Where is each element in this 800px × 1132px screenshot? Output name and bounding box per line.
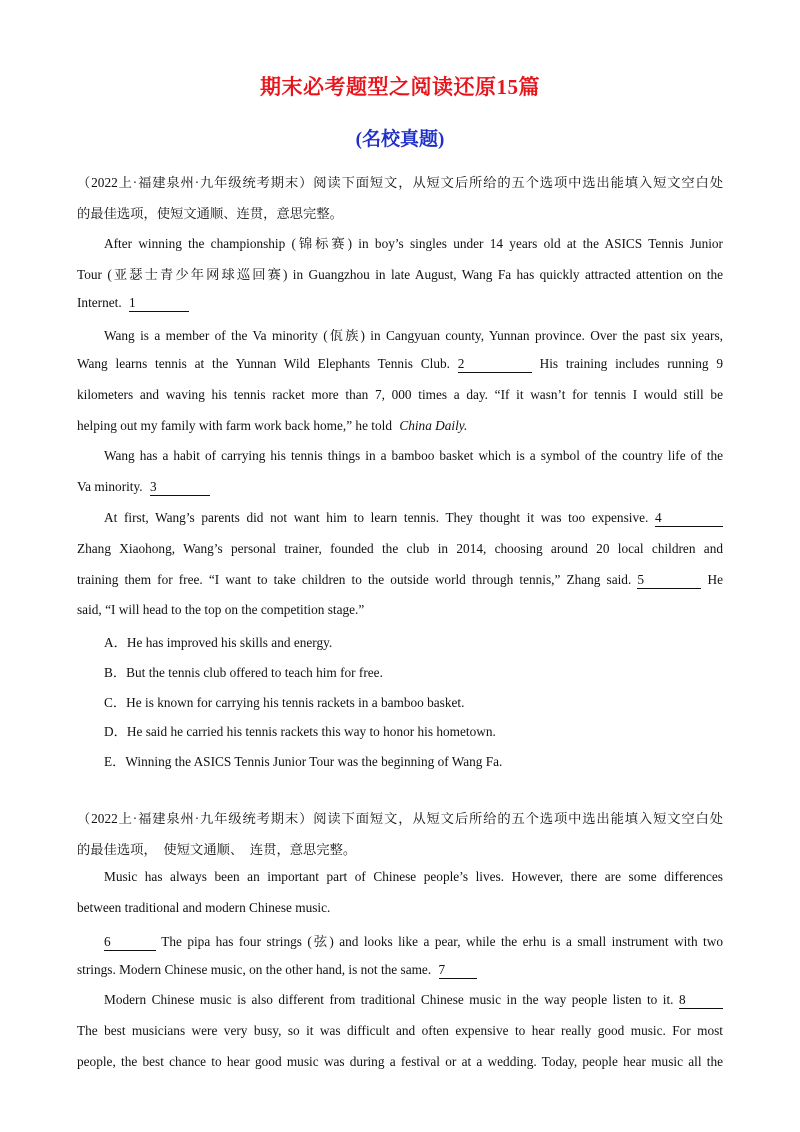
paragraph-line: Wang has a habit of carrying his tennis things in a bamboo basket which is a symbol of the country life of the bbox=[104, 448, 723, 463]
text-span: training them for free. “I want to take children to the outside world through tennis,” Zhang said. bbox=[77, 572, 632, 587]
source-line: （2022上·福建泉州·九年级统考期末）阅读下面短文，从短文后所给的五个选项中选出能填入短文空白处 bbox=[77, 811, 723, 826]
paragraph-line bbox=[77, 356, 723, 373]
page-subtitle: (名校真题) bbox=[355, 129, 445, 150]
option-e: E．Winning the ASICS Tennis Junior Tour was the beginning of Wang Fa. bbox=[104, 754, 503, 769]
paragraph-line: After winning the championship (锦标赛) in boy’s singles under 14 years old at the ASICS Tennis Junior bbox=[104, 236, 723, 251]
answer-blank-4[interactable]: 4 bbox=[655, 511, 723, 527]
paragraph-line: kilometers and waving his tennis racket more than 7, 000 times a day. “If it wasn’t for tennis I would still be bbox=[77, 387, 723, 402]
page-title: 期末必考题型之阅读还原15篇 bbox=[260, 75, 540, 99]
paragraph-line bbox=[77, 962, 723, 979]
text-span: His training includes running 9 bbox=[539, 356, 724, 371]
source-line: 的最佳选项， 使短文通顺、 连贯，意思完整。 bbox=[77, 842, 357, 857]
text-span: Wang learns tennis at the Yunnan Wild Elephants Tennis Club. bbox=[77, 356, 450, 371]
source-line: 的最佳选项，使短文通顺、连贯，意思完整。 bbox=[77, 206, 343, 221]
answer-blank-8[interactable]: 8 bbox=[679, 993, 723, 1009]
text-span: Va minority. bbox=[77, 479, 143, 494]
paragraph-line: Music has always been an important part of Chinese people’s lives. However, there are some differences bbox=[104, 869, 723, 884]
option-a: A．He has improved his skills and energy. bbox=[104, 635, 333, 650]
answer-blank-3[interactable]: 3 bbox=[150, 480, 210, 496]
text-span: strings. Modern Chinese music, on the other hand, is not the same. bbox=[77, 962, 432, 977]
paragraph-line bbox=[77, 295, 723, 312]
paragraph-line: between traditional and modern Chinese music. bbox=[77, 900, 331, 915]
answer-blank-1[interactable]: 1 bbox=[129, 296, 189, 312]
text-span: He bbox=[707, 572, 724, 587]
option-c: C．He is known for carrying his tennis rackets in a bamboo basket. bbox=[104, 695, 465, 710]
option-b: B．But the tennis club offered to teach him for free. bbox=[104, 665, 383, 680]
option-d: D．He said he carried his tennis rackets this way to honor his hometown. bbox=[104, 724, 496, 739]
answer-blank-5[interactable]: 5 bbox=[637, 573, 701, 589]
answer-blank-7[interactable]: 7 bbox=[439, 963, 477, 979]
paragraph-line: Tour (亚瑟士青少年网球巡回赛) in Guangzhou in late August, Wang Fa has quickly attracted attention on the bbox=[77, 267, 723, 282]
paragraph-line: said, “I will head to the top on the competition stage.” bbox=[77, 602, 365, 617]
paragraph-line: people, the best chance to hear good music was during a festival or at a wedding. Today, people hear music all the bbox=[77, 1054, 723, 1069]
paragraph-line bbox=[104, 931, 723, 951]
text-span: The pipa has four strings (弦) and looks like a pear, while the erhu is a small instrument with two bbox=[161, 934, 723, 949]
paragraph-line bbox=[104, 510, 723, 527]
paragraph-line bbox=[77, 418, 723, 434]
paragraph-line bbox=[77, 479, 723, 496]
text-span: Modern Chinese music is also different from traditional Chinese music in the way people listen to it. bbox=[104, 992, 674, 1007]
paragraph-line: Wang is a member of the Va minority (佤族) in Cangyuan county, Yunnan province. Over the past six years, bbox=[104, 328, 723, 343]
text-span: At first, Wang’s parents did not want him to learn tennis. They thought it was too expensive. bbox=[104, 510, 649, 525]
paragraph-line: The best musicians were very busy, so it was difficult and often expensive to hear really good music. For most bbox=[77, 1023, 723, 1038]
paragraph-line bbox=[104, 992, 723, 1009]
italic-text: China Daily. bbox=[399, 418, 468, 433]
answer-blank-2[interactable]: 2 bbox=[458, 357, 532, 373]
paragraph-line bbox=[77, 572, 723, 589]
source-line: （2022上·福建泉州·九年级统考期末）阅读下面短文，从短文后所给的五个选项中选出能填入短文空白处 bbox=[77, 175, 723, 190]
paragraph-line: Zhang Xiaohong, Wang’s personal trainer, founded the club in 2014, choosing around 20 local children and bbox=[77, 541, 723, 556]
text-span: Internet. bbox=[77, 295, 122, 310]
text-span: helping out my family with farm work back home,” he told bbox=[77, 418, 392, 433]
answer-blank-6[interactable]: 6 bbox=[104, 935, 156, 951]
